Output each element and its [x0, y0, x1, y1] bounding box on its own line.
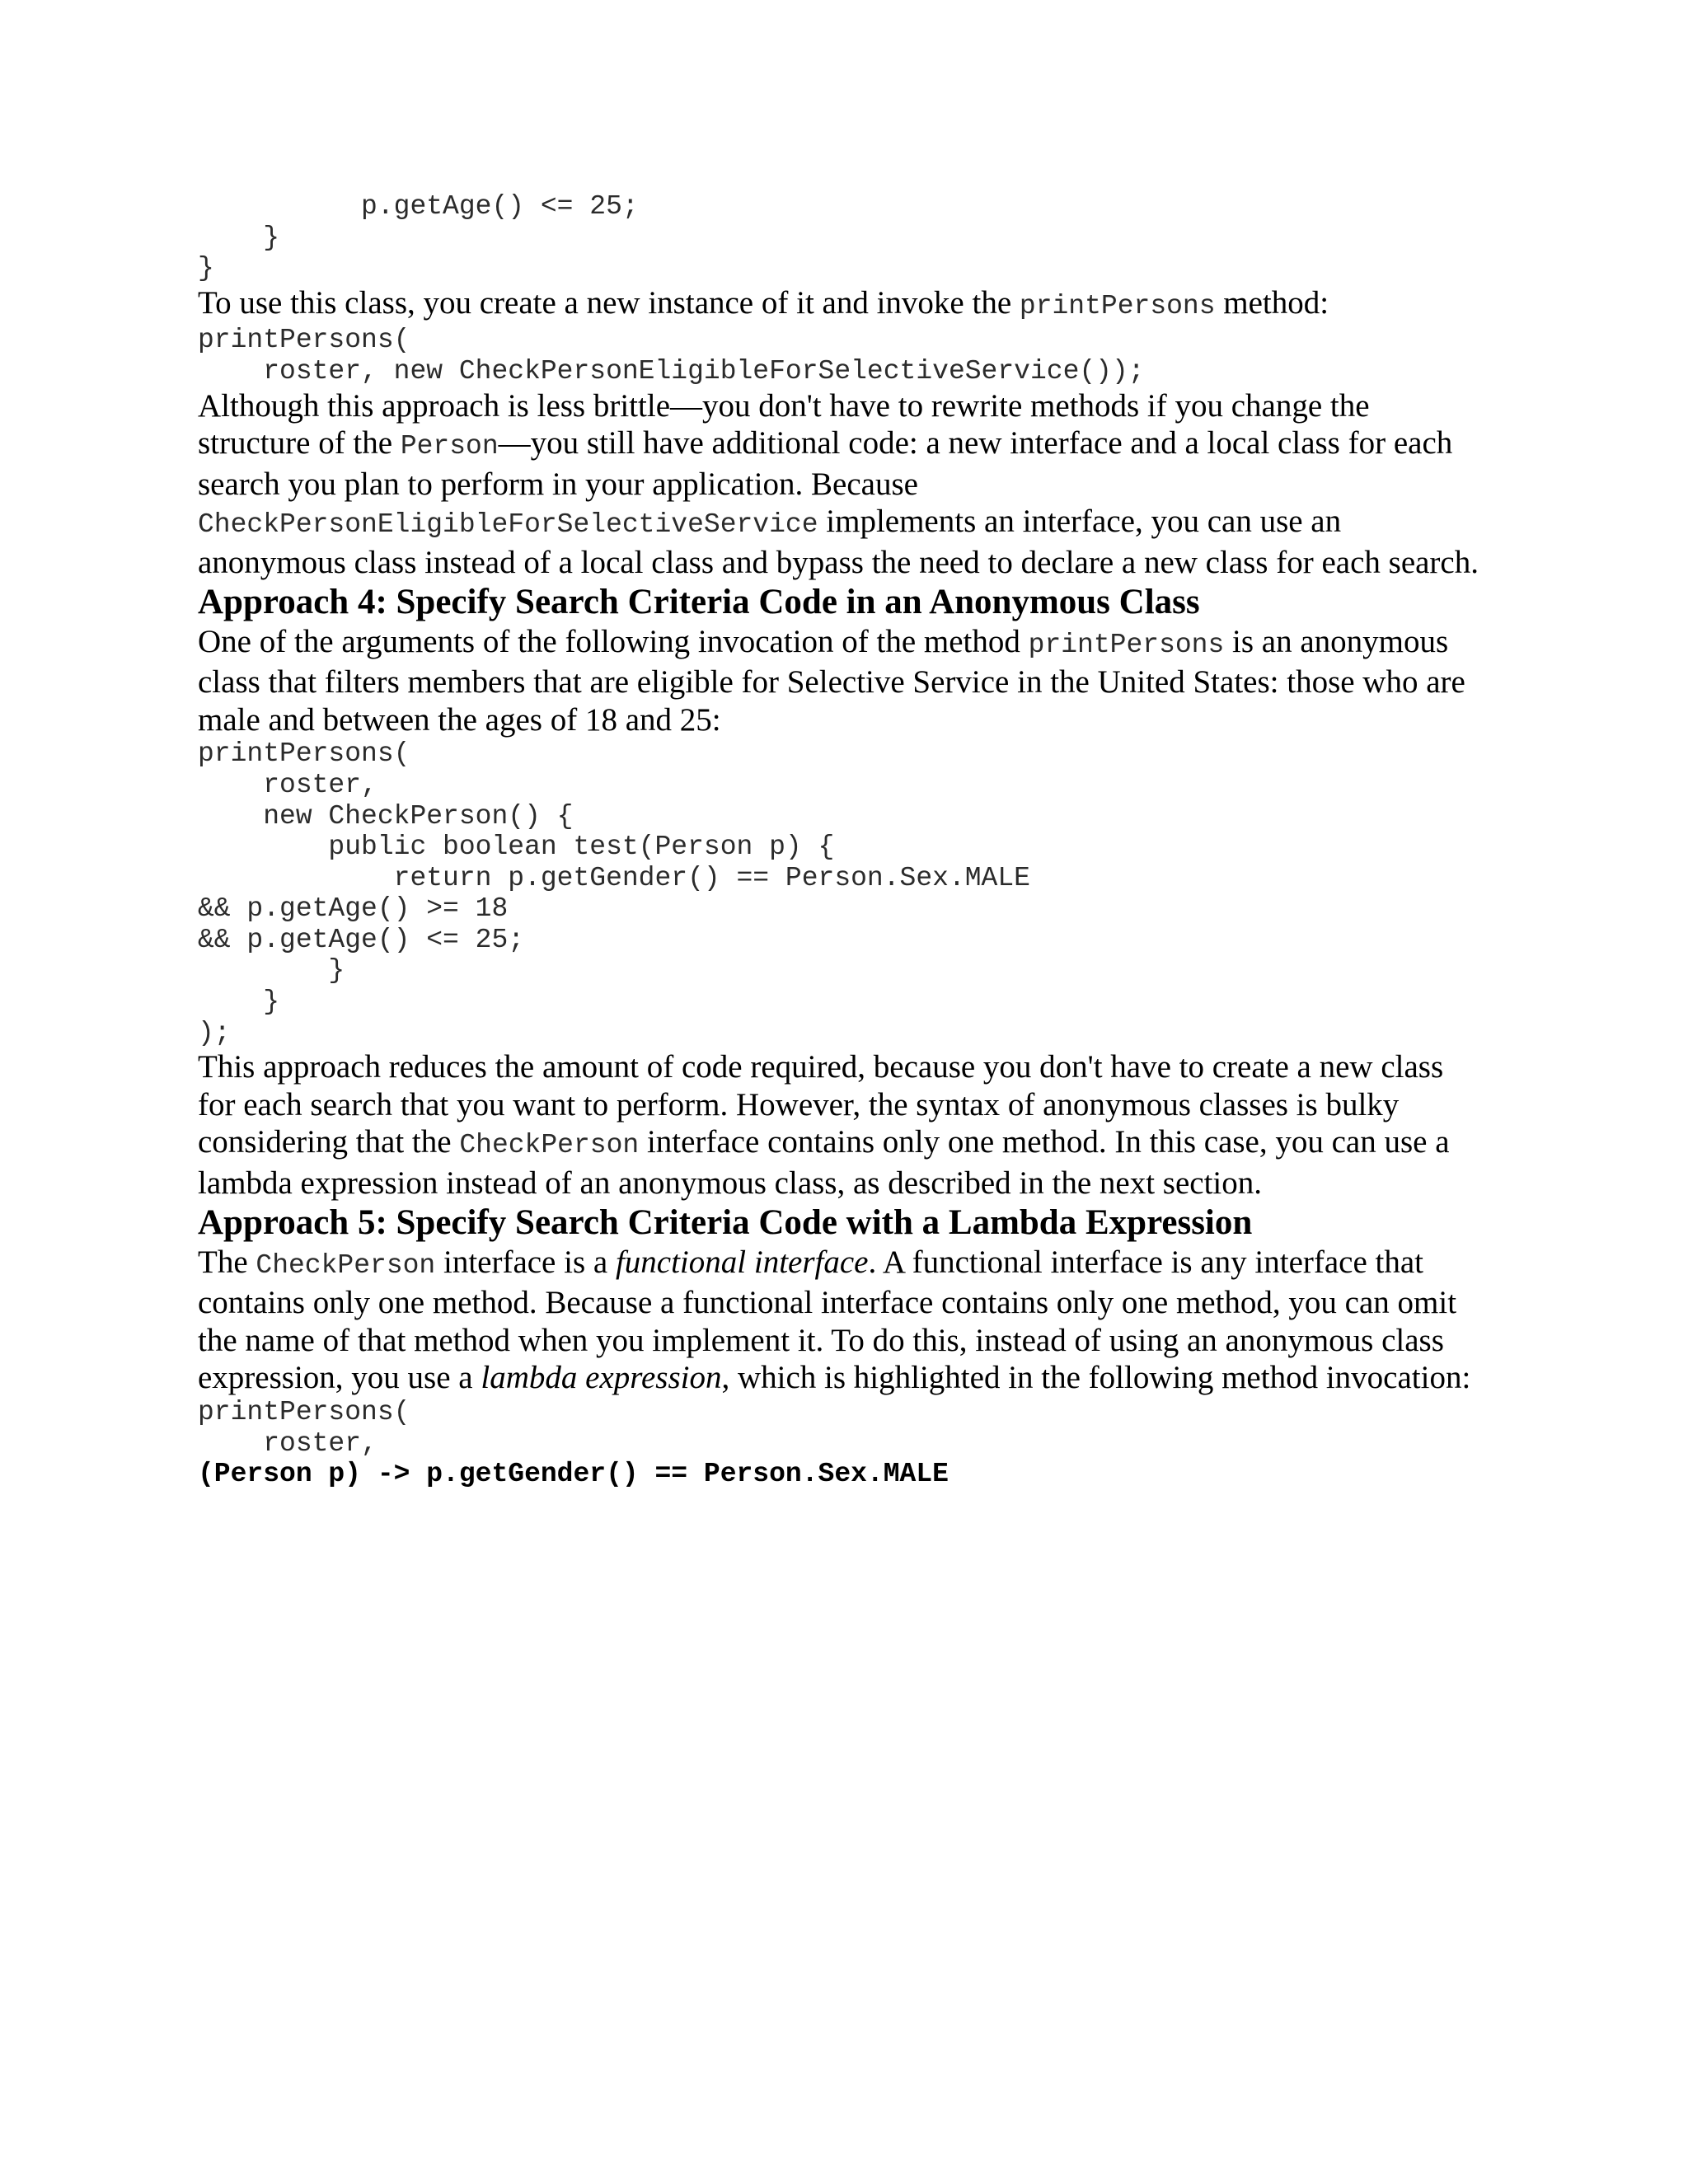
text-run: is an anonymous class that filters members that are eligible for Selective Service in the United States: those who are male and between the ages of 18 and 25: — [198, 623, 1465, 738]
section-heading-approach-4: Approach 4: Specify Search Criteria Code in an Anonymous Class — [198, 582, 1200, 621]
code-block-call — [198, 325, 1484, 387]
text-run: Although this approach is less brittle—you don't have to rewrite methods if you change the structure of the — [198, 387, 1370, 462]
code-line: public boolean test(Person p) { — [198, 832, 835, 863]
code-line: && p.getAge() <= 25; — [198, 924, 525, 955]
text-run: method: — [1215, 284, 1329, 321]
code-line: } — [198, 955, 345, 987]
paragraph-functional-interface — [198, 1244, 1484, 1397]
code-line: roster, — [198, 1427, 377, 1459]
code-line: } — [198, 222, 280, 253]
text-run: interface contains only one method. In this case, you can use a lambda expression instead of an anonymous class, as described in the next section. — [198, 1124, 1450, 1202]
inline-code: printPersons — [1028, 629, 1225, 660]
text-run: This approach reduces the amount of code required, because you don't have to create a new class for each search that you want to perform. However, the syntax of anonymous classes is bulky considering that the — [198, 1049, 1444, 1160]
emphasis-text: functional interface — [615, 1244, 869, 1280]
code-line: new CheckPerson() { — [198, 800, 574, 832]
text-run: One of the arguments of the following invocation of the method — [198, 623, 1029, 659]
code-line: } — [198, 987, 280, 1018]
paragraph-reduces-code — [198, 1048, 1484, 1202]
document-page — [198, 191, 1484, 1490]
code-line: return p.getGender() == Person.Sex.MALE — [198, 862, 1030, 893]
text-run: . A functional interface is any interface that contains only one method. Because a functional interface contains only one method, you can omit the name of that method when you implement it. To do this, instead of using an anonymous class expression, you use a — [198, 1244, 1457, 1396]
paragraph-anonymous-intro — [198, 623, 1484, 739]
text-run: —you still have additional code: a new interface and a local class for each search you plan to perform in your application. Because — [198, 425, 1453, 502]
code-line: printPersons( — [198, 325, 410, 356]
code-line: printPersons( — [198, 1397, 410, 1427]
code-line: p.getAge() <= 25; — [198, 191, 639, 222]
section-heading-approach-5: Approach 5: Specify Search Criteria Code with a Lambda Expression — [198, 1202, 1253, 1242]
code-line: } — [198, 253, 214, 284]
text-run: implements an interface, you can use an anonymous class instead of a local class and bypass the need to declare a new class for each search. — [198, 504, 1479, 580]
code-block-anonymous — [198, 738, 1484, 1048]
code-line: roster, — [198, 769, 377, 800]
emphasis-text: lambda expression — [481, 1360, 722, 1396]
inline-code: Person — [400, 431, 499, 462]
code-block-top — [198, 191, 1484, 284]
inline-code: CheckPerson — [459, 1130, 640, 1161]
inline-code: CheckPerson — [256, 1249, 436, 1281]
text-run: To use this class, you create a new instance of it and invoke the — [198, 284, 1020, 321]
inline-code: CheckPersonEligibleForSelectiveService — [198, 509, 818, 541]
code-line: ); — [198, 1017, 231, 1048]
text-run: , which is highlighted in the following method invocation: — [721, 1360, 1471, 1396]
text-run: interface is a — [435, 1244, 616, 1280]
code-line: printPersons( — [198, 738, 410, 770]
paragraph-use-class — [198, 284, 1484, 326]
code-line: && p.getAge() >= 18 — [198, 893, 509, 925]
text-run: The — [198, 1244, 256, 1280]
paragraph-less-brittle — [198, 387, 1484, 582]
code-block-lambda — [198, 1397, 1484, 1490]
code-line: roster, new CheckPersonEligibleForSelectiveService()); — [198, 355, 1145, 387]
code-line-highlighted: (Person p) -> p.getGender() == Person.Sex.MALE — [198, 1459, 949, 1490]
inline-code: printPersons — [1019, 290, 1216, 321]
